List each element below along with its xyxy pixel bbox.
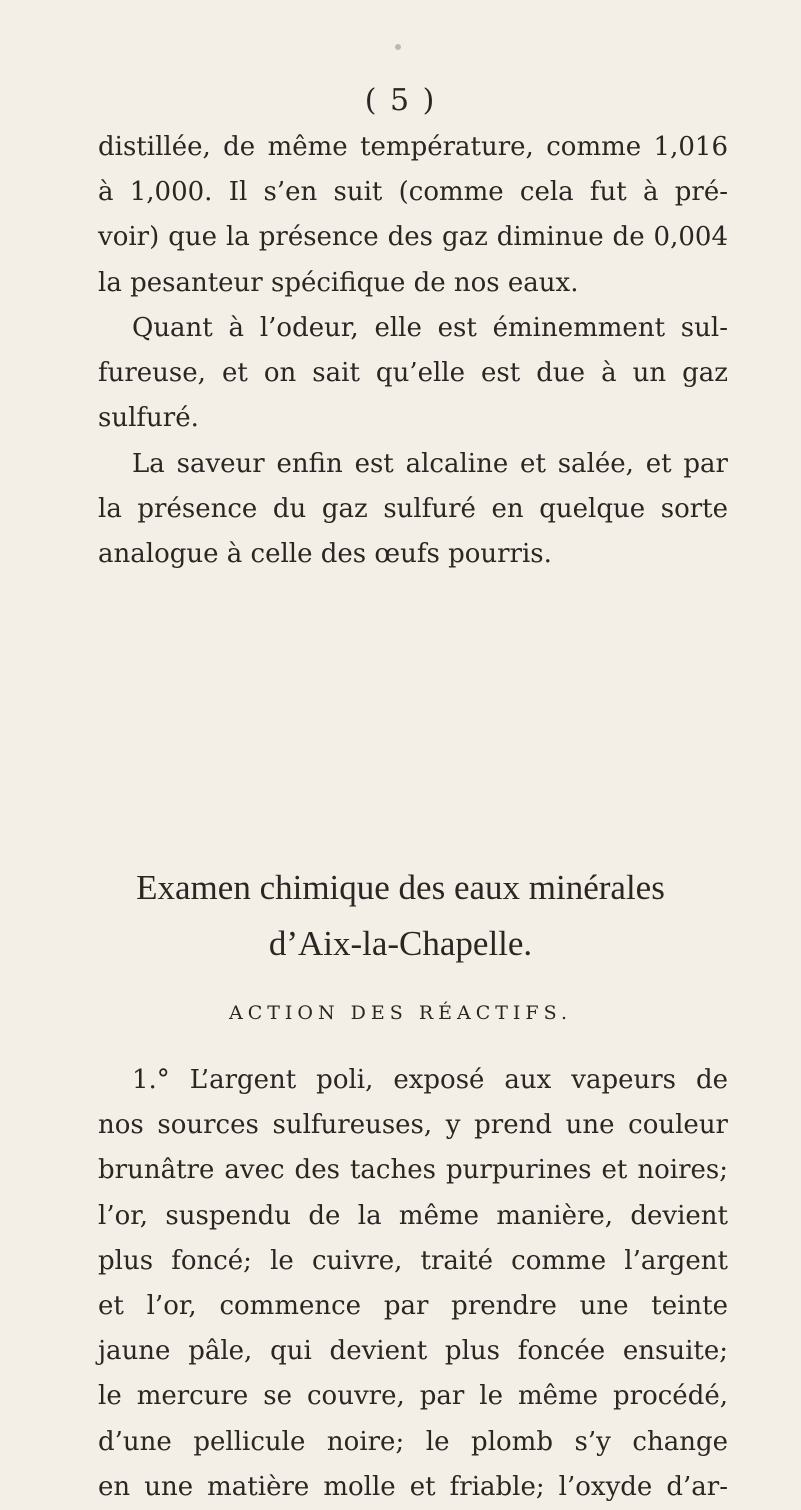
- paragraph-4: [98, 1058, 728, 1510]
- paragraph-2: [98, 306, 728, 442]
- text-line: jaune pâle, qui devient plus foncée ensuite;: [98, 1336, 728, 1367]
- text-line: distillée, de même température, comme 1,016: [98, 132, 728, 162]
- section-heading-continued: d’Aix-la-Chapelle.: [268, 924, 533, 963]
- text-line: à 1,000. Il s’en suit (comme cela fut à pré-: [98, 177, 728, 208]
- text-line: la pesanteur spécifique de nos eaux.: [98, 267, 579, 298]
- text-line: l’or, suspendu de la même manière, devient: [98, 1200, 728, 1231]
- text-line: sulfuré.: [98, 403, 199, 434]
- page-number: ( 5 ): [364, 83, 437, 118]
- text-line: brunâtre avec des taches purpurines et noires;: [98, 1155, 728, 1186]
- text-line: voir) que la présence des gaz diminue de 0,004: [98, 222, 728, 253]
- text-line: 1.° L’argent poli, exposé aux vapeurs de: [132, 1065, 728, 1095]
- text-line: le mercure se couvre, par le même procédé,: [98, 1381, 728, 1412]
- text-line: La saveur enfin est alcaline et salée, et par: [132, 449, 728, 479]
- text-line: Quant à l’odeur, elle est éminemment sul-: [132, 313, 728, 343]
- subheading: ACTION DES RÉACTIFS.: [228, 1002, 572, 1024]
- text-line: la présence du gaz sulfuré en quelque sorte: [98, 494, 728, 525]
- ink-spot: [395, 44, 401, 50]
- text-line: fureuse, et on sait qu’elle est due à un gaz: [98, 358, 728, 389]
- text-line: et l’or, commence par prendre une teinte: [98, 1291, 728, 1322]
- section-heading: Examen chimique des eaux minérales: [136, 868, 665, 907]
- paragraph-3: [98, 442, 728, 578]
- text-line: analogue à celle des œufs pourris.: [98, 539, 552, 570]
- text-line: nos sources sulfureuses, y prend une couleur: [98, 1110, 728, 1141]
- text-line: en une matière molle et friable; l’oxyde d’ar-: [98, 1471, 728, 1502]
- text-line: d’une pellicule noire; le plomb s’y change: [98, 1426, 728, 1457]
- paragraph-1: [98, 125, 728, 306]
- text-line: plus foncé; le cuivre, traité comme l’argent: [98, 1245, 728, 1276]
